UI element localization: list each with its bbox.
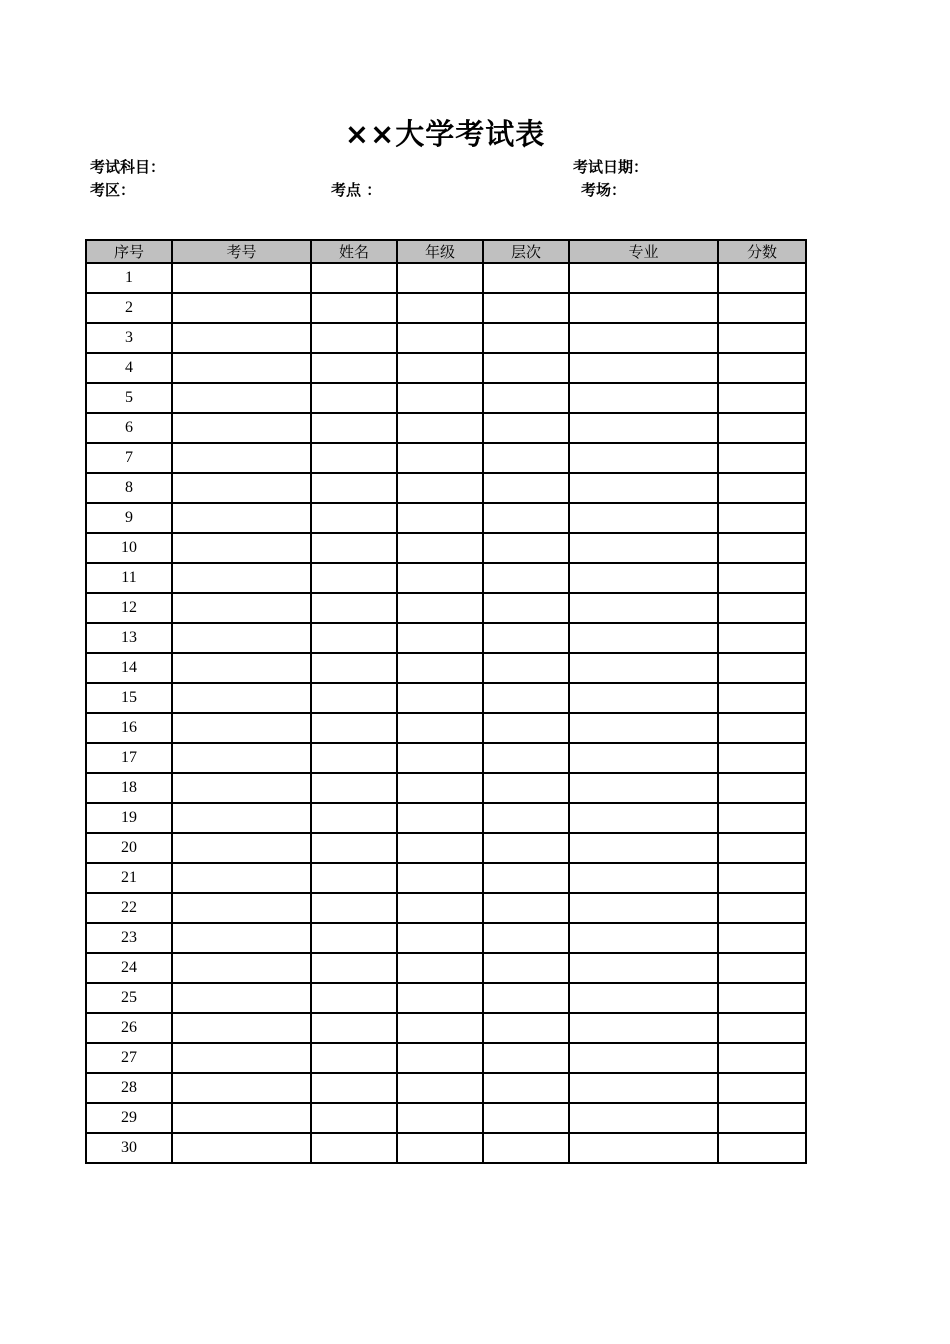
score-cell[interactable] — [718, 563, 806, 593]
exam-number-cell[interactable] — [172, 593, 311, 623]
major-cell[interactable] — [569, 593, 718, 623]
score-cell[interactable] — [718, 743, 806, 773]
grade-cell[interactable] — [397, 623, 483, 653]
grade-cell[interactable] — [397, 353, 483, 383]
grade-cell[interactable] — [397, 953, 483, 983]
major-cell[interactable] — [569, 323, 718, 353]
row-number-cell: 13 — [86, 623, 172, 653]
row-number-cell: 10 — [86, 533, 172, 563]
row-number-cell: 19 — [86, 803, 172, 833]
exam-number-cell[interactable] — [172, 863, 311, 893]
score-cell[interactable] — [718, 323, 806, 353]
grade-cell[interactable] — [397, 563, 483, 593]
exam-number-cell[interactable] — [172, 293, 311, 323]
table-row — [86, 713, 806, 743]
grade-cell[interactable] — [397, 683, 483, 713]
level-cell[interactable] — [483, 863, 569, 893]
level-cell[interactable] — [483, 743, 569, 773]
table-row — [86, 353, 806, 383]
row-number-cell: 15 — [86, 683, 172, 713]
exam-number-cell[interactable] — [172, 893, 311, 923]
grade-cell[interactable] — [397, 743, 483, 773]
level-cell[interactable] — [483, 833, 569, 863]
grade-cell[interactable] — [397, 1043, 483, 1073]
major-cell[interactable] — [569, 263, 718, 293]
table-row — [86, 533, 806, 563]
table-row — [86, 983, 806, 1013]
row-number-cell: 29 — [86, 1103, 172, 1133]
table-row — [86, 263, 806, 293]
exam-number-cell[interactable] — [172, 563, 311, 593]
major-cell[interactable] — [569, 473, 718, 503]
table-row — [86, 473, 806, 503]
table-row — [86, 413, 806, 443]
grade-cell[interactable] — [397, 653, 483, 683]
row-number-cell: 3 — [86, 323, 172, 353]
row-number-cell: 7 — [86, 443, 172, 473]
table-row — [86, 1043, 806, 1073]
level-cell[interactable] — [483, 473, 569, 503]
grade-cell[interactable] — [397, 473, 483, 503]
score-cell[interactable] — [718, 1073, 806, 1103]
grade-cell[interactable] — [397, 923, 483, 953]
level-cell[interactable] — [483, 773, 569, 803]
level-cell[interactable] — [483, 1043, 569, 1073]
major-cell[interactable] — [569, 1103, 718, 1133]
row-number-cell: 26 — [86, 1013, 172, 1043]
name-cell[interactable] — [311, 473, 397, 503]
score-cell[interactable] — [718, 473, 806, 503]
major-cell[interactable] — [569, 683, 718, 713]
name-cell[interactable] — [311, 893, 397, 923]
header-grade: 年级 — [397, 240, 483, 263]
major-cell[interactable] — [569, 773, 718, 803]
major-cell[interactable] — [569, 983, 718, 1013]
major-cell[interactable] — [569, 503, 718, 533]
table-row — [86, 503, 806, 533]
table-row — [86, 773, 806, 803]
score-cell[interactable] — [718, 503, 806, 533]
table-row — [86, 1103, 806, 1133]
score-cell[interactable] — [718, 533, 806, 563]
header-seq: 序号 — [86, 240, 172, 263]
row-number-cell: 8 — [86, 473, 172, 503]
grade-cell[interactable] — [397, 503, 483, 533]
header-level: 层次 — [483, 240, 569, 263]
name-cell[interactable] — [311, 803, 397, 833]
major-cell[interactable] — [569, 743, 718, 773]
exam-point-label: 考点 ： — [331, 181, 382, 199]
score-cell[interactable] — [718, 353, 806, 383]
major-cell[interactable] — [569, 833, 718, 863]
table-row — [86, 1133, 806, 1163]
table-row — [86, 623, 806, 653]
row-number-cell: 11 — [86, 563, 172, 593]
level-cell[interactable] — [483, 293, 569, 323]
name-cell[interactable] — [311, 713, 397, 743]
name-cell[interactable] — [311, 983, 397, 1013]
grade-cell[interactable] — [397, 1103, 483, 1133]
name-cell[interactable] — [311, 443, 397, 473]
table-row — [86, 893, 806, 923]
major-cell[interactable] — [569, 1073, 718, 1103]
exam-number-cell[interactable] — [172, 1013, 311, 1043]
table-header-row — [86, 240, 806, 263]
grade-cell[interactable] — [397, 323, 483, 353]
grade-cell[interactable] — [397, 383, 483, 413]
grade-cell[interactable] — [397, 833, 483, 863]
row-number-cell: 6 — [86, 413, 172, 443]
score-cell[interactable] — [718, 953, 806, 983]
major-cell[interactable] — [569, 803, 718, 833]
table-row — [86, 323, 806, 353]
score-cell[interactable] — [718, 293, 806, 323]
name-cell[interactable] — [311, 1043, 397, 1073]
level-cell[interactable] — [483, 353, 569, 383]
exam-number-cell[interactable] — [172, 713, 311, 743]
level-cell[interactable] — [483, 443, 569, 473]
score-cell[interactable] — [718, 623, 806, 653]
grade-cell[interactable] — [397, 443, 483, 473]
name-cell[interactable] — [311, 623, 397, 653]
header-score: 分数 — [718, 240, 806, 263]
header-name: 姓名 — [311, 240, 397, 263]
score-cell[interactable] — [718, 1133, 806, 1163]
exam-number-cell[interactable] — [172, 923, 311, 953]
row-number-cell: 14 — [86, 653, 172, 683]
name-cell[interactable] — [311, 323, 397, 353]
exam-number-cell[interactable] — [172, 413, 311, 443]
name-cell[interactable] — [311, 953, 397, 983]
table-row — [86, 653, 806, 683]
table-row — [86, 1073, 806, 1103]
table-row — [86, 443, 806, 473]
exam-number-cell[interactable] — [172, 743, 311, 773]
table-row — [86, 833, 806, 863]
exam-number-cell[interactable] — [172, 1073, 311, 1103]
name-cell[interactable] — [311, 383, 397, 413]
major-cell[interactable] — [569, 1133, 718, 1163]
name-cell[interactable] — [311, 1103, 397, 1133]
name-cell[interactable] — [311, 773, 397, 803]
major-cell[interactable] — [569, 443, 718, 473]
name-cell[interactable] — [311, 653, 397, 683]
row-number-cell: 4 — [86, 353, 172, 383]
exam-number-cell[interactable] — [172, 653, 311, 683]
level-cell[interactable] — [483, 983, 569, 1013]
score-cell[interactable] — [718, 923, 806, 953]
name-cell[interactable] — [311, 563, 397, 593]
grade-cell[interactable] — [397, 803, 483, 833]
level-cell[interactable] — [483, 953, 569, 983]
level-cell[interactable] — [483, 1073, 569, 1103]
table-row — [86, 293, 806, 323]
row-number-cell: 12 — [86, 593, 172, 623]
grade-cell[interactable] — [397, 773, 483, 803]
name-cell[interactable] — [311, 833, 397, 863]
exam-number-cell[interactable] — [172, 773, 311, 803]
exam-number-cell[interactable] — [172, 383, 311, 413]
level-cell[interactable] — [483, 623, 569, 653]
major-cell[interactable] — [569, 863, 718, 893]
exam-number-cell[interactable] — [172, 473, 311, 503]
exam-number-cell[interactable] — [172, 953, 311, 983]
exam-number-cell[interactable] — [172, 623, 311, 653]
exam-number-cell[interactable] — [172, 983, 311, 1013]
name-cell[interactable] — [311, 743, 397, 773]
score-cell[interactable] — [718, 683, 806, 713]
level-cell[interactable] — [483, 683, 569, 713]
major-cell[interactable] — [569, 533, 718, 563]
level-cell[interactable] — [483, 893, 569, 923]
row-number-cell: 5 — [86, 383, 172, 413]
table-row — [86, 743, 806, 773]
row-number-cell: 17 — [86, 743, 172, 773]
score-cell[interactable] — [718, 983, 806, 1013]
exam-number-cell[interactable] — [172, 263, 311, 293]
row-number-cell: 24 — [86, 953, 172, 983]
table-row — [86, 1013, 806, 1043]
exam-room-label: 考场： — [581, 181, 627, 199]
grade-cell[interactable] — [397, 413, 483, 443]
grade-cell[interactable] — [397, 593, 483, 623]
level-cell[interactable] — [483, 323, 569, 353]
exam-number-cell[interactable] — [172, 503, 311, 533]
exam-number-cell[interactable] — [172, 1133, 311, 1163]
exam-number-cell[interactable] — [172, 1043, 311, 1073]
table-row — [86, 923, 806, 953]
name-cell[interactable] — [311, 263, 397, 293]
grade-cell[interactable] — [397, 1073, 483, 1103]
name-cell[interactable] — [311, 683, 397, 713]
major-cell[interactable] — [569, 1013, 718, 1043]
name-cell[interactable] — [311, 533, 397, 563]
score-cell[interactable] — [718, 1013, 806, 1043]
major-cell[interactable] — [569, 413, 718, 443]
major-cell[interactable] — [569, 893, 718, 923]
name-cell[interactable] — [311, 1013, 397, 1043]
grade-cell[interactable] — [397, 1013, 483, 1043]
major-cell[interactable] — [569, 353, 718, 383]
exam-number-cell[interactable] — [172, 323, 311, 353]
row-number-cell: 18 — [86, 773, 172, 803]
row-number-cell: 21 — [86, 863, 172, 893]
name-cell[interactable] — [311, 353, 397, 383]
row-number-cell: 28 — [86, 1073, 172, 1103]
grade-cell[interactable] — [397, 863, 483, 893]
major-cell[interactable] — [569, 563, 718, 593]
row-number-cell: 1 — [86, 263, 172, 293]
row-number-cell: 23 — [86, 923, 172, 953]
score-cell[interactable] — [718, 593, 806, 623]
row-number-cell: 20 — [86, 833, 172, 863]
table-row — [86, 863, 806, 893]
table-row — [86, 803, 806, 833]
level-cell[interactable] — [483, 533, 569, 563]
score-cell[interactable] — [718, 713, 806, 743]
table-row — [86, 683, 806, 713]
level-cell[interactable] — [483, 1013, 569, 1043]
header-exam-number: 考号 — [172, 240, 311, 263]
name-cell[interactable] — [311, 293, 397, 323]
score-cell[interactable] — [718, 263, 806, 293]
major-cell[interactable] — [569, 1043, 718, 1073]
row-number-cell: 25 — [86, 983, 172, 1013]
exam-number-cell[interactable] — [172, 533, 311, 563]
row-number-cell: 27 — [86, 1043, 172, 1073]
exam-number-cell[interactable] — [172, 803, 311, 833]
score-cell[interactable] — [718, 863, 806, 893]
exam-table — [85, 239, 807, 1164]
name-cell[interactable] — [311, 413, 397, 443]
major-cell[interactable] — [569, 713, 718, 743]
major-cell[interactable] — [569, 923, 718, 953]
level-cell[interactable] — [483, 263, 569, 293]
exam-subject-label: 考试科目： — [90, 158, 166, 176]
exam-number-cell[interactable] — [172, 683, 311, 713]
major-cell[interactable] — [569, 953, 718, 983]
grade-cell[interactable] — [397, 533, 483, 563]
table-row — [86, 953, 806, 983]
page-title: ××大学考试表 — [344, 117, 546, 151]
table-row — [86, 563, 806, 593]
exam-number-cell[interactable] — [172, 1103, 311, 1133]
level-cell[interactable] — [483, 923, 569, 953]
level-cell[interactable] — [483, 593, 569, 623]
exam-number-cell[interactable] — [172, 353, 311, 383]
score-cell[interactable] — [718, 1043, 806, 1073]
score-cell[interactable] — [718, 1103, 806, 1133]
name-cell[interactable] — [311, 1073, 397, 1103]
grade-cell[interactable] — [397, 263, 483, 293]
grade-cell[interactable] — [397, 713, 483, 743]
name-cell[interactable] — [311, 863, 397, 893]
major-cell[interactable] — [569, 653, 718, 683]
level-cell[interactable] — [483, 1103, 569, 1133]
name-cell[interactable] — [311, 1133, 397, 1163]
major-cell[interactable] — [569, 293, 718, 323]
table-body — [86, 263, 806, 1163]
level-cell[interactable] — [483, 503, 569, 533]
name-cell[interactable] — [311, 593, 397, 623]
row-number-cell: 9 — [86, 503, 172, 533]
score-cell[interactable] — [718, 773, 806, 803]
grade-cell[interactable] — [397, 1133, 483, 1163]
level-cell[interactable] — [483, 383, 569, 413]
major-cell[interactable] — [569, 383, 718, 413]
table-row — [86, 593, 806, 623]
exam-area-label: 考区： — [90, 181, 136, 199]
level-cell[interactable] — [483, 413, 569, 443]
row-number-cell: 16 — [86, 713, 172, 743]
score-cell[interactable] — [718, 443, 806, 473]
exam-number-cell[interactable] — [172, 443, 311, 473]
level-cell[interactable] — [483, 653, 569, 683]
table-row — [86, 383, 806, 413]
row-number-cell: 2 — [86, 293, 172, 323]
exam-date-label: 考试日期： — [573, 158, 649, 176]
score-cell[interactable] — [718, 833, 806, 863]
level-cell[interactable] — [483, 1133, 569, 1163]
row-number-cell: 22 — [86, 893, 172, 923]
grade-cell[interactable] — [397, 293, 483, 323]
score-cell[interactable] — [718, 893, 806, 923]
row-number-cell: 30 — [86, 1133, 172, 1163]
grade-cell[interactable] — [397, 983, 483, 1013]
level-cell[interactable] — [483, 803, 569, 833]
score-cell[interactable] — [718, 413, 806, 443]
score-cell[interactable] — [718, 803, 806, 833]
level-cell[interactable] — [483, 713, 569, 743]
name-cell[interactable] — [311, 503, 397, 533]
header-major: 专业 — [569, 240, 718, 263]
major-cell[interactable] — [569, 623, 718, 653]
name-cell[interactable] — [311, 923, 397, 953]
exam-number-cell[interactable] — [172, 833, 311, 863]
score-cell[interactable] — [718, 653, 806, 683]
grade-cell[interactable] — [397, 893, 483, 923]
score-cell[interactable] — [718, 383, 806, 413]
level-cell[interactable] — [483, 563, 569, 593]
